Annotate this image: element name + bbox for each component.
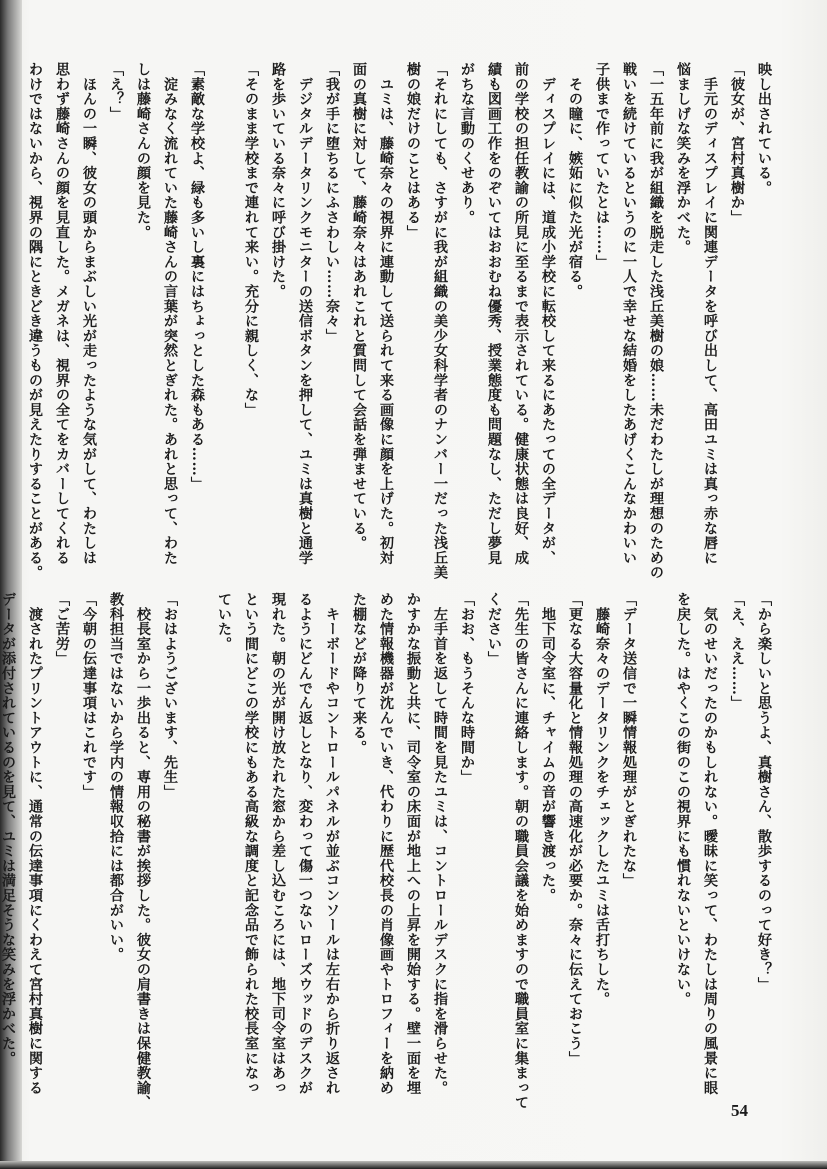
text-line: 映し出されている。 <box>756 62 772 196</box>
text-line: わけではないから、視界の隅にときどき違うものが見えたりすることがある。 <box>27 62 43 580</box>
text-line: という間にどこの学校にもある高級な調度と記念品で飾られた校長室になっ <box>243 592 259 1096</box>
text-line: た棚などが降りて来る。 <box>351 592 367 755</box>
text-line: 「え？」 <box>108 62 124 122</box>
text-line <box>642 592 669 1092</box>
text-line: ユミは、藤崎奈々の視界に連動して送られて来る画像に顔を上げた。初対 <box>378 62 394 566</box>
text-line: 左手首を返して時間を見たユミは、コントロールデスクに指を滑らせた。 <box>432 592 448 1096</box>
text-line: ほんの一瞬、彼女の頭からまぶしい光が走ったような気がして、わたしは <box>81 62 97 566</box>
text-line: 「それにしても、さすがに我が組織の美少女科学者のナンバー一だった浅丘美 <box>432 62 448 580</box>
text-line: めた情報機器が沈んでいき、代わりに歴代校長の肖像画やトロフィーを納め <box>378 592 394 1096</box>
text-line: 藤崎奈々のデータリンクをチェックしたユミは舌打ちした。 <box>594 592 610 1007</box>
text-line: がちな言動のくせあり。 <box>459 62 475 225</box>
text-line: 思わず藤崎さんの顔を見直した。メガネは、視界の全てをカバーしてくれる <box>54 62 70 566</box>
text-line: 「一五年前に我が組織を脱走した浅丘美樹の娘……未だわたしが理想のための <box>648 62 664 580</box>
text-line: 樹の娘だけのことはある」 <box>405 62 421 240</box>
text-line <box>210 62 237 562</box>
text-line: デジタルデータリンクモニターの送信ボタンを押して、ユミは真樹と通学 <box>297 62 313 566</box>
text-line: 績も図画工作をのぞいてはおおむね優秀、授業態度も問題なし、ただし夢見 <box>486 62 502 566</box>
text-line: 淀みなく流れていた藤崎さんの言葉が突然とぎれた。あれと思って、わた <box>162 62 178 566</box>
text-line: 子供まで作っていたとは……」 <box>594 62 610 270</box>
text-line: ディスプレイには、道成小学校に転校して来るにあたっての全データが、 <box>540 62 556 566</box>
text-line: その瞳に、嫉妬に似た光が宿る。 <box>567 62 583 299</box>
text-line: キーボードやコントロールパネルが並ぶコンソールは左右から折り返され <box>324 592 340 1096</box>
text-line <box>183 592 210 1092</box>
text-line: 現れた。朝の光が開け放たれた窓から差し込むころには、地下司令室はあっ <box>270 592 286 1096</box>
text-line: 「え、ええ……」 <box>729 592 745 711</box>
text-line: を戻した。はやくこの街のこの視界にも慣れないといけない。 <box>675 592 691 1007</box>
text-line: 教科担当ではないから学内の情報収拾には都合がいい。 <box>108 592 124 962</box>
text-line: 「おはようございます、先生」 <box>162 592 178 800</box>
text-line: 「更なる大容量化と情報処理の高速化が必要か。奈々に伝えておこう」 <box>567 592 583 1066</box>
text-line: 面の真樹に対して、藤崎奈々はあれこれと質問して会話を弾ませている。 <box>351 62 367 551</box>
running-head <box>560 30 760 44</box>
text-line: しは藤崎さんの顔を見た。 <box>135 62 151 240</box>
text-line: 前の学校の担任教諭の所見に至るまで表示されている。健康状態は良好、成 <box>513 62 529 566</box>
text-line: 悩ましげな笑みを浮かべた。 <box>675 62 691 255</box>
text-line: 校長室から一歩出ると、専用の秘書が挨拶した。彼女の肩書きは保健教諭、 <box>135 592 151 1110</box>
text-line: データが添付されているのを見て、ユミは満足そうな笑みを浮かべた。 <box>0 592 16 1066</box>
text-line: 渡されたプリントアウトに、通常の伝達事項にくわえて宮村真樹に関する <box>27 592 43 1096</box>
text-line: 「そのまま学校まで連れて来い。充分に親しく、な」 <box>243 62 259 418</box>
page-bottom-edge <box>0 1161 827 1169</box>
text-line: ていた。 <box>216 592 232 652</box>
lower-text-block <box>0 592 777 1110</box>
text-line: 「おお、もうそんな時間か」 <box>459 592 475 785</box>
text-line: 手元のディスプレイに関連データを呼び出して、高田ユミは真っ赤な唇に <box>702 62 718 566</box>
text-line: 「先生の皆さんに連絡します。朝の職員会議を始めますので職員室に集まって <box>513 592 529 1110</box>
text-line: 「から楽しいと思うよ、真樹さん、散歩するのって好き？」 <box>756 592 772 992</box>
text-line: 「我が手に堕ちるにふさわしい……奈々」 <box>324 62 340 344</box>
page-number: 54 <box>731 1101 748 1120</box>
text-line: ください」 <box>486 592 502 666</box>
text-line: 「彼女が、宮村真樹か」 <box>729 62 745 225</box>
text-line: 「今朝の伝達事項はこれです」 <box>81 592 97 800</box>
upper-text-block <box>27 62 777 580</box>
text-line: 戦いを続けているというのに一人で幸せな結婚をしたあげくこんなかわいい <box>621 62 637 566</box>
text-line: かすかな振動と共に、司令室の床面が地上への上昇を開始する。壁一面を埋 <box>405 592 421 1096</box>
text-line: 「データ送信で一瞬情報処理がとぎれたな」 <box>621 592 637 888</box>
text-line: るようにどんでん返しとなり、変わって傷一つないローズウッドのデスクが <box>297 592 313 1096</box>
text-line: 気のせいだったのかもしれない。曖昧に笑って、わたしは周りの風景に眼 <box>702 592 718 1096</box>
text-line: 「素敵な学校よ、緑も多いし裏にはちょっとした森もある……」 <box>189 62 205 492</box>
text-line: 地下司令室に、チャイムの音が響き渡った。 <box>540 592 556 903</box>
text-line: 「ご苦労」 <box>54 592 70 666</box>
text-line: 路を歩いている奈々に呼び掛けた。 <box>270 62 286 299</box>
